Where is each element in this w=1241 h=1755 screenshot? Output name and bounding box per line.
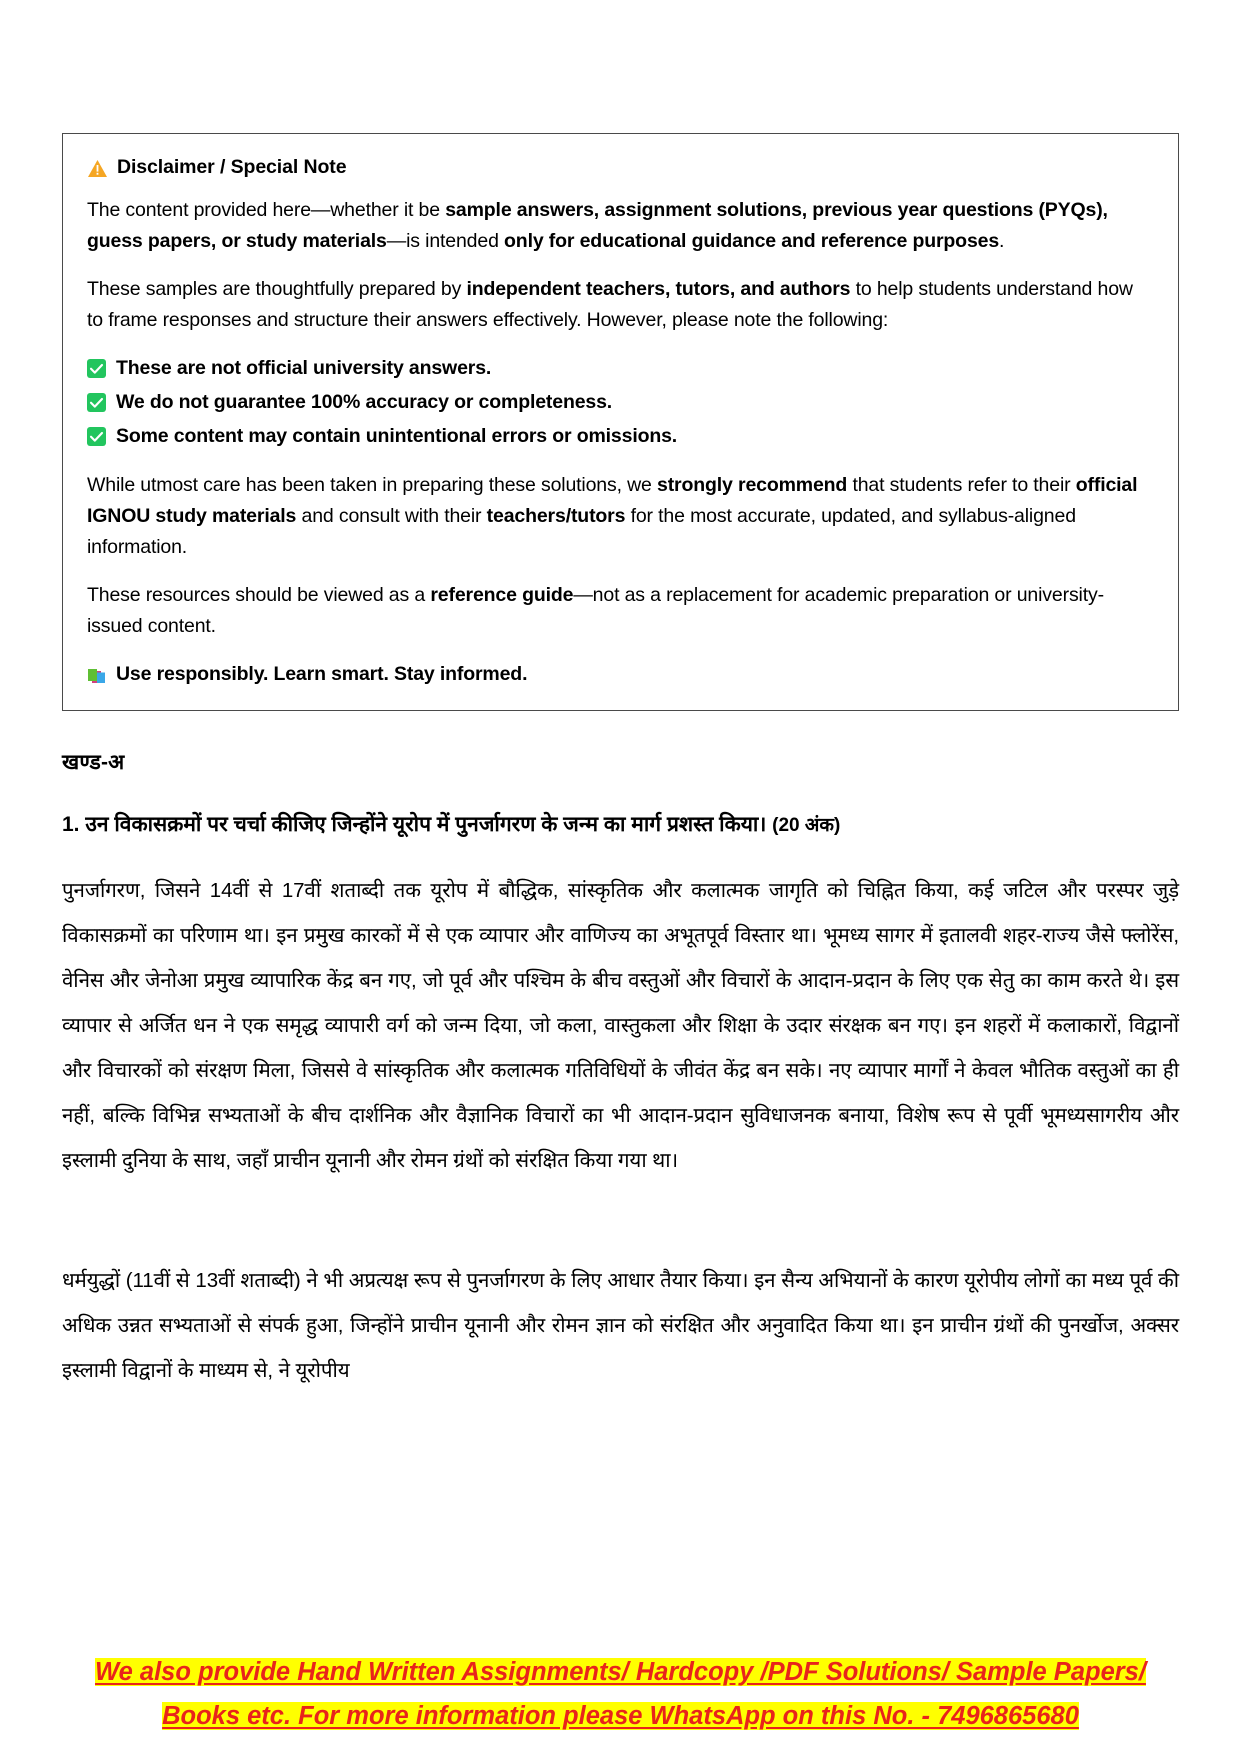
disclaimer-paragraph-1 (87, 195, 1154, 257)
check-mark-icon (87, 359, 106, 378)
promo-footer-line-1: We also provide Hand Written Assignments/ Hardcopy /PDF Solutions/ Sample Papers/ (95, 1658, 1146, 1686)
check-mark-icon (87, 393, 106, 412)
para1-text-1: The content provided here—whether it be (87, 199, 446, 221)
checklist-item (87, 421, 1154, 452)
disclaimer-box (62, 133, 1179, 711)
disclaimer-checklist (87, 353, 1154, 452)
para3-bold-3: teachers/tutors (486, 505, 626, 527)
para2-text-1: These samples are thoughtfully prepared by (87, 278, 467, 300)
para2-text-2: to help students understand how to frame responses and structure their answers effectively. However, please note the following: (87, 278, 1133, 331)
answer-paragraph-1: पुनर्जागरण, जिसने 14वीं से 17वीं शताब्दी तक यूरोप में बौद्धिक, सांस्कृतिक और कलात्मक जागृति को चिह्नित किया, कई जटिल और परस्पर जुड़े विकासक्रमों का परिणाम था। इन प्रमुख कारकों में से एक व्यापार और वाणिज्य का अभूतपूर्व विस्तार था। भूमध्य सागर में इतालवी शहर-राज्य जैसे फ्लोरेंस, वेनिस और जेनोआ प्रमुख व्यापारिक केंद्र बन गए, जो पूर्व और पश्चिम के बीच वस्तुओं और विचारों के आदान-प्रदान के लिए एक सेतु का काम करते थे। इस व्यापार से अर्जित धन ने एक समृद्ध व्यापारी वर्ग को जन्म दिया, जो कला, वास्तुकला और शिक्षा के उदार संरक्षक बन गए। इन शहरों में कलाकारों, विद्वानों और विचारकों को संरक्षण मिला, जिससे वे सांस्कृतिक और कलात्मक गतिविधियों के जीवंत केंद्र बन सके। नए व्यापार मार्गों ने केवल भौतिक वस्तुओं का ही नहीं, बल्कि विभिन्न सभ्यताओं के बीच दार्शनिक और वैज्ञानिक विचारों का भी आदान-प्रदान सुविधाजनक बनाया, विशेष रूप से पूर्वी भूमध्यसागरीय और इस्लामी दुनिया के साथ, जहाँ प्राचीन यूनानी और रोमन ग्रंथों को संरक्षित किया गया था। (62, 879, 1179, 1172)
question-text: 1. उन विकासक्रमों पर चर्चा कीजिए जिन्होंने यूरोप में पुनर्जागरण के जन्म का मार्ग प्रशस्त किया। (62, 813, 767, 836)
promo-footer-row-2 (62, 1696, 1179, 1740)
para2-bold-1: independent teachers, tutors, and authors (466, 278, 851, 300)
disclaimer-paragraph-4 (87, 580, 1154, 642)
checklist-item-label: Some content may contain unintentional errors or omissions. (116, 425, 678, 447)
para1-text-2: —is intended (386, 230, 505, 252)
para1-text-3: . (999, 230, 1005, 252)
section-label: खण्ड-अ (62, 751, 125, 774)
promo-footer-banner (62, 1652, 1179, 1740)
para4-bold-1: reference guide (430, 584, 574, 606)
para3-bold-1: strongly recommend (657, 474, 848, 496)
para3-text-1: While utmost care has been taken in preparing these solutions, we (87, 474, 658, 496)
promo-footer-row-1 (62, 1652, 1179, 1696)
disclaimer-paragraph-3 (87, 470, 1154, 563)
checklist-item-label: We do not guarantee 100% accuracy or completeness. (116, 391, 613, 413)
disclaimer-title-text: Disclaimer / Special Note (117, 156, 347, 178)
disclaimer-closing-text: Use responsibly. Learn smart. Stay informed. (116, 663, 528, 685)
disclaimer-closing-row (87, 659, 1154, 690)
checklist-item-label: These are not official university answers. (116, 357, 492, 379)
question-heading (62, 808, 1182, 843)
para3-bold-2: official IGNOU study materials (87, 474, 1138, 527)
warning-triangle-icon (87, 159, 108, 178)
para3-text-2: that students refer to their (847, 474, 1076, 496)
checklist-item (87, 353, 1154, 384)
promo-footer-line-2: Books etc. For more information please WhatsApp on this No. - 7496865680 (162, 1702, 1079, 1730)
para1-bold-1: sample answers, assignment solutions, previous year questions (PYQs), guess papers, or study materials (87, 199, 1108, 252)
checklist-item (87, 387, 1154, 418)
books-icon (87, 665, 107, 684)
para3-text-3: and consult with their (296, 505, 487, 527)
question-marks: (20 अंक) (772, 815, 841, 836)
para1-bold-2: only for educational guidance and reference purposes (504, 230, 1000, 252)
disclaimer-paragraph-2 (87, 274, 1154, 336)
answer-paragraph-2: धर्मयुद्धों (11वीं से 13वीं शताब्दी) ने भी अप्रत्यक्ष रूप से पुनर्जागरण के लिए आधार तैयार किया। इन सैन्य अभियानों के कारण यूरोपीय लोगों का मध्य पूर्व की अधिक उन्नत सभ्यताओं से संपर्क हुआ, जिन्होंने प्राचीन यूनानी और रोमन ज्ञान को संरक्षित और अनुवादित किया था। इन प्राचीन ग्रंथों की पुनर्खोज, अक्सर इस्लामी विद्वानों के माध्यम से, ने यूरोपीय (62, 1269, 1179, 1382)
para4-text-2: —not as a replacement for academic preparation or university-issued content. (87, 584, 1104, 637)
para4-text-1: These resources should be viewed as a (87, 584, 431, 606)
para3-text-4: for the most accurate, updated, and syllabus-aligned information. (87, 505, 1076, 558)
disclaimer-title-row (87, 156, 1154, 179)
check-mark-icon (87, 427, 106, 446)
